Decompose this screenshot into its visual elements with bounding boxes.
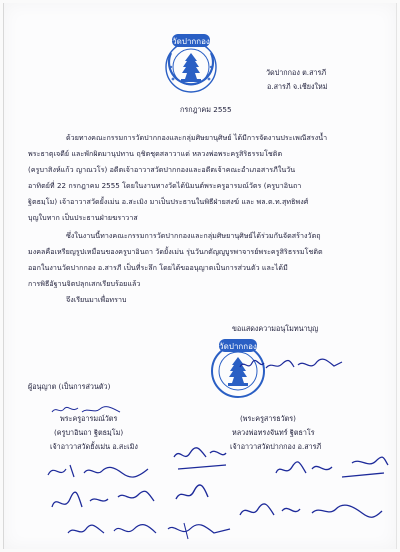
- left-signer-signature: [50, 401, 130, 413]
- right-signer-position: เจ้าอาวาสวัดปากกอง อ.สารภี: [230, 442, 322, 451]
- right-signer-signature: [238, 355, 346, 375]
- seal-ring-text: วัดปากกอง: [172, 37, 210, 46]
- seal-ring-text: วัดปากกอง: [219, 342, 257, 351]
- witness-signature: [44, 457, 154, 487]
- left-signer-name: พระครูอารมณ์วัตร: [60, 414, 118, 423]
- left-block-heading: ผู้อนุญาต (เป็นการส่วนตัว): [28, 382, 111, 391]
- witness-signature: [170, 443, 230, 477]
- body-line: (ครูบาสิงห์แก้ว ญาณวโร) อดีตเจ้าอาวาสวัดปากกองและอดีตเจ้าคณะอำเภอสารภีในวัน: [28, 165, 296, 174]
- right-signer-name: (พระครูสารธวัตร): [240, 414, 296, 423]
- body-line: มงคลคือเหรียญรูปเหมือนของครูบาอินถา วัดยั้งเม่น รุ่นวันกตัญญูบูรพาจารย์พระครูสิริธรรมโชติต: [28, 247, 323, 256]
- body-line: บุญใบทาก เป็นประธานฝ่ายฆราวาส: [28, 213, 138, 222]
- temple-seal-top: [163, 31, 219, 97]
- witness-signature: [48, 487, 198, 521]
- body-line: การพิธีอัฐานจิตปลุกเสกเรียบร้อยแล้ว: [28, 279, 141, 288]
- body-line: พระธาตุเจดีย์ และพักผิดมานุปทาน ฤชิตชุดสลาวาแด่ หลวงพ่อพระครูสิริธรรมโชติต: [28, 149, 283, 158]
- body-line: ซึ่งในงานนี้ทางคณะกรรมการวัดปากกองและกลุ่มศิษยานุศิษย์ได้ร่วมกันจัดสร้างวัตถุ: [66, 231, 321, 240]
- closing-phrase: ขอแสดงความอนุโมทนาบุญ: [232, 324, 319, 333]
- body-line: จึงเรียนมาเพื่อทราบ: [66, 295, 127, 304]
- letter-date: กรกฎาคม 2555: [180, 105, 232, 114]
- left-signer-position: เจ้าอาวาสวัดยั้งเม่น อ.สะเมิง: [50, 442, 138, 451]
- body-line: ฐิตธมฺโม) เจ้าอาวาสวัดยั้งเม่น อ.สะเมิง มาเป็นประธานในพิธีฝ่ายสงฆ์ และ พล.ต.ท.สุทธิพงศ์: [28, 197, 309, 206]
- witness-signature: [236, 499, 386, 525]
- right-signer-alias: หลวงพ่อทรงจันทร์ ฐิตธาโร: [232, 428, 315, 437]
- temple-name: วัดปากกอง ต.สารภี: [266, 68, 327, 77]
- body-line: ด้วยทางคณะกรรมการวัดปากกองและกลุ่มศิษยานุศิษย์ ได้มีการจัดงานประเพณีสรงน้ำ: [66, 133, 328, 142]
- body-line: อาทิตย์ที่ 22 กรกฎาคม 2555 โดยในงานทางวัดได้นิมนต์พระครูอารมณ์วัตร (ครูบาอินถา: [28, 181, 302, 190]
- witness-signature: [64, 519, 234, 545]
- witness-signature: [272, 455, 390, 485]
- left-signer-alias: (ครูบาอินถา ฐิตธมฺโม): [54, 428, 124, 437]
- temple-address: อ.สารภี จ.เชียงใหม่: [267, 82, 328, 91]
- letter-page: [3, 3, 397, 549]
- body-line: ออกในงานวัดปากกอง อ.สารภี เป็นที่ระลึก โดยได้ขออนุญาตเป็นการส่วนตัว และได้มี: [28, 263, 288, 272]
